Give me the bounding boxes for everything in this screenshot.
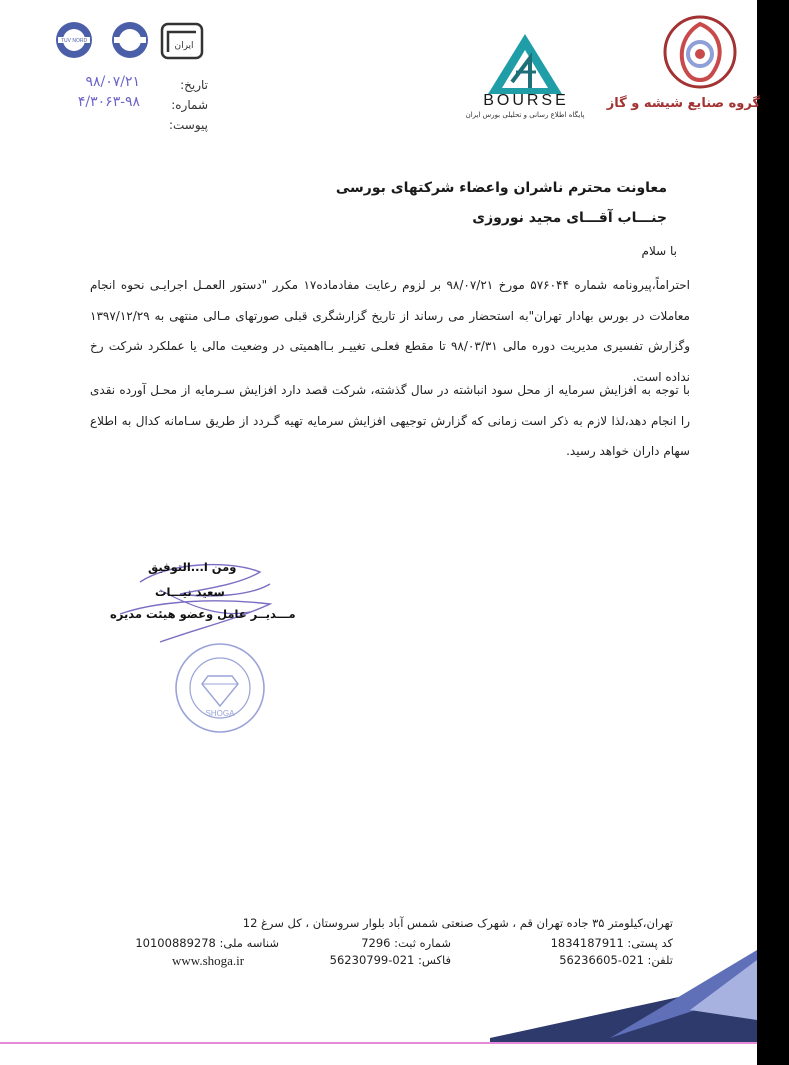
seal-text: SHOGA (205, 709, 235, 718)
company-seal-icon (172, 640, 268, 736)
right-edge-bar (757, 0, 789, 1065)
company-logo-icon (662, 14, 738, 90)
body-paragraph-1: احتراماً،پیرونامه شماره ۵۷۶۰۴۴ مورخ ۹۸/۰۷/۲۱ بر لزوم رعایت مفادماده۱۷ مکرر "دستور العمـل اجرایـی نحوه انجام معاملات در بورس بهادار تهران"به استحضار می رساند از تاریخ گزارشگری قبلی صورتهای مـالی منتهی به ۱۳۹۷/۱۲/۲۹ وگزارش تفسیری مدیریت دوره مالی ۹۸/۰۳/۳۱ تا مقطع فعلـی تغییـر بـااهمیتی در وضعیت مالی یا عملکرد شرکت رخ نداده است. (90, 278, 691, 384)
number-label: شماره: (171, 98, 208, 112)
footer-registration: شماره ثبت: 7296 (361, 936, 451, 950)
number-value: ۴/۳۰۶۳-۹۸ (77, 94, 140, 110)
footer-fax: فاکس: 021-56230799 (329, 953, 451, 967)
company-name: گروه صنایع شیشه و گاز (606, 96, 760, 111)
footer-national-id: شناسه ملی: 10100889278 (135, 936, 279, 950)
bourse-subtitle: پایگاه اطلاع رسانی و تحلیلی بورس ایران (465, 111, 585, 119)
greeting: با سلام (641, 244, 677, 258)
standard-mark-text: ایران (174, 41, 194, 51)
footer-decoration-icon (490, 950, 757, 1042)
signature-closing: ومن ا...التوفیق (148, 560, 237, 574)
addressee-line-2: جنـــاب آقـــای مجید نوروزی (472, 210, 667, 226)
footer-postal-code: کد پستی: 1834187911 (550, 936, 673, 950)
bourse-wordmark: BOURSE (483, 92, 569, 109)
date-label: تاریخ: (180, 78, 208, 92)
addressee-line-1: معاونت محترم ناشران واعضاء شرکتهای بورسی (335, 180, 667, 196)
body-paragraph-2: با توجه به افزایش سرمایه از محل سود انباشته در سال گذشته، شرکت قصد دارد افزایش سـرمایه از محـل آورده نقدی را انجام دهد،لذا لازم به ذکر است زمانی که گزارش توجیهی افزایش سرمایه تهیه گـردد از طریق سـامانه کدال به اطلاع سهام داران خواهد رسید. (90, 383, 690, 458)
footer-phone: تلفن: 021-56236605 (559, 953, 673, 967)
tuv-certification-icon-2 (110, 20, 150, 60)
signatory-title: مـــدیــر عامل وعضو هیئت مدیره (110, 607, 296, 621)
cert-mark-text: TUV NORD (60, 38, 88, 44)
footer-address: تهران،کیلومتر ۳۵ جاده تهران قم ، شهرک صنعتی شمس آباد بلوار سروستان ، کل سرغ 12 (242, 916, 673, 930)
footer-website: www.shoga.ir (172, 953, 245, 968)
date-value: ۹۸/۰۷/۲۱ (85, 74, 140, 90)
bottom-rule (0, 1042, 757, 1044)
iran-standard-mark-icon (160, 22, 204, 60)
tuv-certification-icon (54, 20, 94, 60)
bourse-logo-icon (486, 32, 564, 96)
signatory-name: سعید نیـــات (155, 585, 225, 599)
attachment-label: پیوست: (168, 118, 208, 132)
